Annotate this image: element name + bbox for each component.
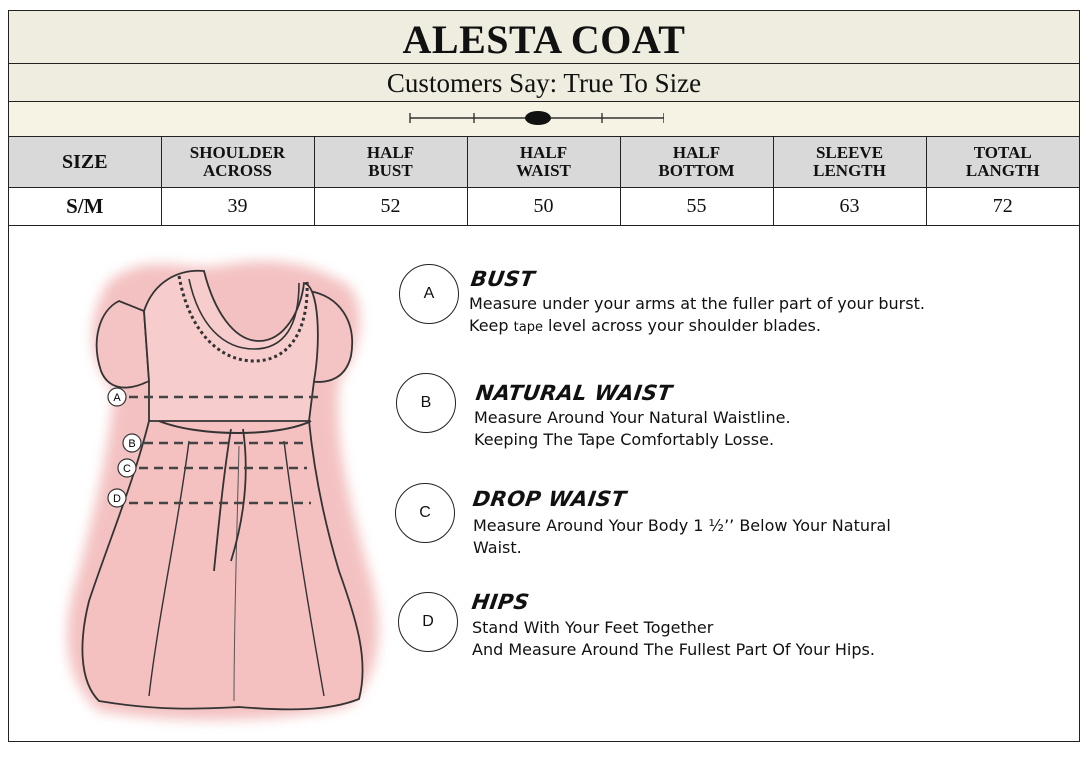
- guide-heading-hips: HIPS: [470, 590, 531, 614]
- cell-sleeve-length: 63: [773, 187, 926, 225]
- header-size: SIZE: [9, 137, 161, 187]
- guide-text-hips-1: Stand With Your Feet Together: [472, 618, 714, 637]
- guide-text-drop-waist-1: Measure Around Your Body 1 ½’’ Below Your Natural: [473, 516, 891, 535]
- guide-text-natural-waist-2: Keeping The Tape Comfortably Losse.: [474, 430, 775, 449]
- left-sleeve: [97, 301, 149, 388]
- svg-text:D: D: [113, 493, 121, 505]
- guide-text-natural-waist-1: Measure Around Your Natural Waistline.: [474, 408, 791, 427]
- title-bar: [9, 11, 1079, 64]
- fit-scale-bar: [9, 102, 1079, 137]
- cell-size: S/M: [9, 187, 161, 225]
- header-half-bottom: HALF BOTTOM: [620, 137, 773, 187]
- fit-feedback: Customers Say: True To Size: [386, 68, 702, 98]
- fit-scale: [404, 106, 664, 132]
- guide-bust: [399, 259, 959, 339]
- guide-marker-a: A: [399, 264, 459, 324]
- subtitle-bar: [9, 64, 1079, 102]
- header-total-length: TOTAL LANGTH: [926, 137, 1079, 187]
- header-sleeve-length: SLEEVE LENGTH: [773, 137, 926, 187]
- guide-heading-bust: BUST: [469, 267, 537, 291]
- svg-text:B: B: [128, 438, 136, 450]
- guide-marker-d: D: [398, 592, 458, 652]
- header-half-bust: HALF BUST: [314, 137, 467, 187]
- guide-text-drop-waist-2: Waist.: [473, 538, 522, 557]
- cell-half-waist: 50: [467, 187, 620, 225]
- cell-half-bust: 52: [314, 187, 467, 225]
- size-table: [9, 137, 1079, 226]
- guide-text-hips-2: And Measure Around The Fullest Part Of Your Hips.: [472, 640, 875, 659]
- guide-marker-c: C: [395, 483, 455, 543]
- guide-marker-b: B: [396, 373, 456, 433]
- guide-hips: [398, 585, 958, 665]
- size-table-header: [9, 137, 1079, 187]
- guide-natural-waist: [396, 373, 956, 453]
- fit-scale-indicator: [525, 111, 551, 125]
- guide-heading-natural-waist: NATURAL WAIST: [474, 381, 674, 405]
- cell-shoulder-across: 39: [161, 187, 314, 225]
- guide-text-bust-1: Measure under your arms at the fuller part of your burst.: [469, 294, 925, 313]
- table-row: [9, 187, 1079, 225]
- header-shoulder-across: SHOULDER ACROSS: [161, 137, 314, 187]
- svg-text:C: C: [123, 463, 131, 475]
- cell-half-bottom: 55: [620, 187, 773, 225]
- header-half-waist: HALF WAIST: [467, 137, 620, 187]
- cell-total-length: 72: [926, 187, 1079, 225]
- svg-text:A: A: [113, 392, 121, 404]
- guide-drop-waist: [395, 481, 955, 561]
- guide-text-bust-2: Keep tape level across your shoulder blades.: [469, 316, 821, 335]
- product-title: ALESTA COAT: [402, 17, 686, 62]
- size-chart: [8, 10, 1080, 742]
- dress-illustration: [39, 241, 409, 736]
- guide-heading-drop-waist: DROP WAIST: [471, 487, 628, 511]
